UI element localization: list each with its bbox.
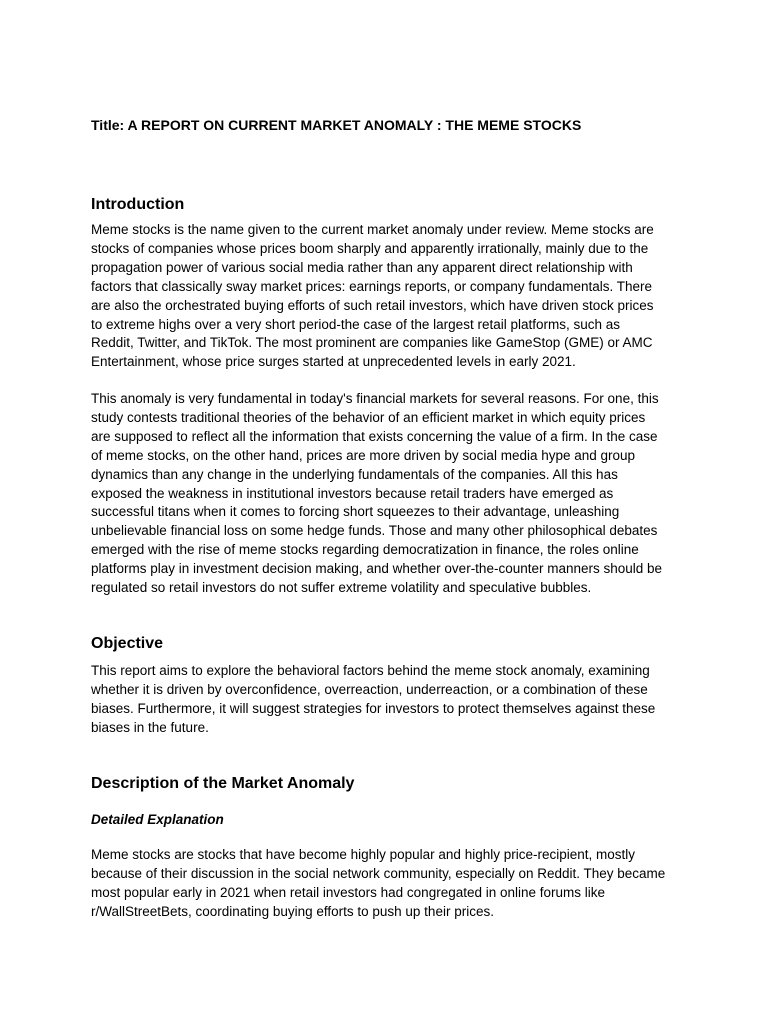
text-line: stocks of companies whose prices boom sharply and apparently irrationally, mainly due to the	[91, 240, 649, 256]
subheading-detailed-explanation: Detailed Explanation	[91, 812, 224, 827]
market-anomaly-paragraph	[91, 846, 691, 922]
introduction-paragraph-2	[91, 390, 691, 598]
text-line: Reddit, Twitter, and TikTok. The most prominent are companies like GameStop (GME) or AMC	[91, 335, 653, 351]
section-heading-objective: Objective	[91, 635, 164, 652]
text-line: emerged with the rise of meme stocks regarding democratization in finance, the roles online	[91, 542, 639, 558]
text-line: dynamics than any change in the underlying fundamentals of the companies. All this has	[91, 466, 618, 482]
text-line: of meme stocks, on the other hand, prices are more driven by social media hype and group	[91, 447, 636, 463]
text-line: whether it is driven by overconfidence, overreaction, underreaction, or a combination of these	[91, 681, 648, 697]
section-heading-introduction: Introduction	[91, 196, 185, 213]
objective-paragraph	[91, 662, 691, 738]
text-line: because of their discussion in the social network community, especially on Reddit. They became	[91, 865, 666, 881]
text-line: factors that classically sway market prices: earnings reports, or company fundamentals. There	[91, 278, 652, 294]
text-line: successful titans when it comes to forcing short squeezes to their advantage, unleashing	[91, 504, 620, 520]
text-line: Entertainment, whose price surges started at unprecedented levels in early 2021.	[91, 354, 576, 370]
text-line: study contests traditional theories of the behavior of an efficient market in which equity prices	[91, 409, 646, 425]
text-line: biases in the future.	[91, 719, 209, 735]
text-line: platforms play in investment decision making, and whether over-the-counter manners should be	[91, 561, 663, 577]
text-line: exposed the weakness in institutional investors because retail traders have emerged as	[91, 485, 614, 501]
text-line: This report aims to explore the behavioral factors behind the meme stock anomaly, examining	[91, 663, 650, 678]
text-line: biases. Furthermore, it will suggest strategies for investors to protect themselves against these	[91, 700, 656, 716]
report-title: Title: A REPORT ON CURRENT MARKET ANOMALY : THE MEME STOCKS	[91, 117, 582, 133]
section-heading-market-anomaly: Description of the Market Anomaly	[91, 775, 355, 792]
introduction-paragraph-1	[91, 221, 691, 372]
text-line: Meme stocks is the name given to the current market anomaly under review. Meme stocks are	[91, 222, 654, 237]
text-line: are also the orchestrated buying efforts of such retail investors, which have driven stock prices	[91, 297, 654, 313]
text-line: r/WallStreetBets, coordinating buying efforts to push up their prices.	[91, 903, 494, 919]
text-line: This anomaly is very fundamental in today's financial markets for several reasons. For one, this	[91, 391, 659, 406]
text-line: propagation power of various social media rather than any apparent direct relationship with	[91, 259, 633, 275]
text-line: regulated so retail investors do not suffer extreme volatility and speculative bubbles.	[91, 580, 592, 596]
text-line: are supposed to reflect all the information that exists concerning the value of a firm. In the case	[91, 428, 658, 444]
text-line: Meme stocks are stocks that have become highly popular and highly price-recipient, mostly	[91, 847, 636, 862]
text-line: most popular early in 2021 when retail investors had congregated in online forums like	[91, 884, 606, 900]
text-line: to extreme highs over a very short period-the case of the largest retail platforms, such as	[91, 316, 620, 332]
text-line: unbelievable financial loss on some hedge funds. Those and many other philosophical debates	[91, 523, 658, 539]
